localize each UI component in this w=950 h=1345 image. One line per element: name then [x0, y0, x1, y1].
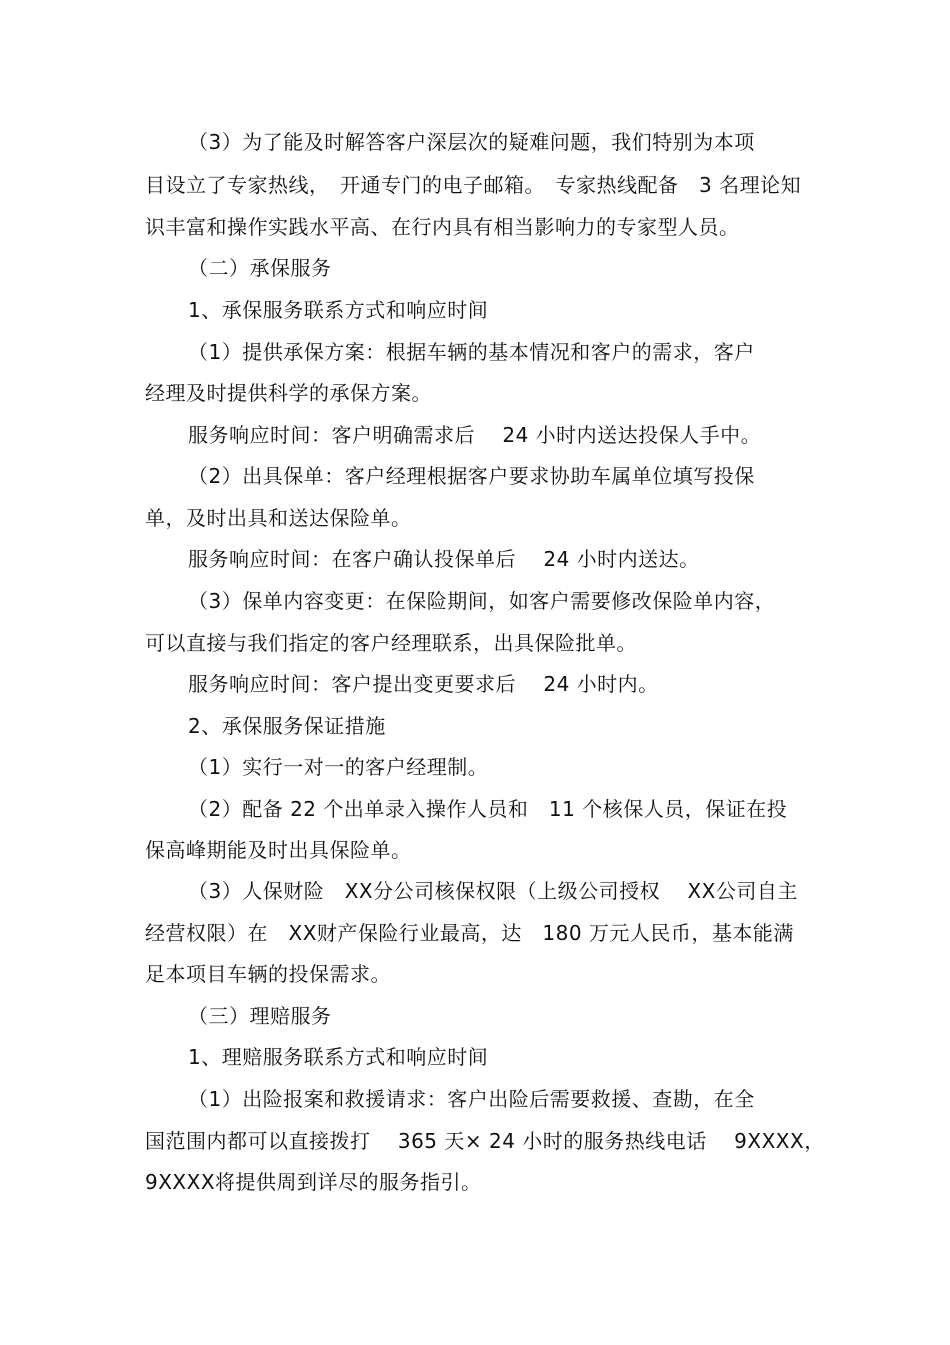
paragraph-line: 识丰富和操作实践水平高、在行内具有相当影响力的专家型人员。 — [145, 215, 740, 239]
section-heading: （三）理赔服务 — [188, 1004, 332, 1028]
subsection-heading: 2、承保服务保证措施 — [188, 714, 386, 738]
subsection-heading: 1、承保服务联系方式和响应时间 — [188, 298, 489, 322]
paragraph-line: 经营权限）在 XX财产保险行业最高，达 180 万元人民币，基本能满 — [145, 921, 794, 945]
paragraph-line: （1）出险报案和救援请求：客户出险后需要救援、查勘，在全 — [188, 1087, 755, 1111]
paragraph-line: 保高峰期能及时出具保险单。 — [145, 838, 412, 862]
paragraph-line: 服务响应时间：客户明确需求后 24 小时内送达投保人手中。 — [188, 423, 762, 447]
paragraph-line: 国范围内都可以直接拨打 365 天× 24 小时的服务热线电话 9XXXX， — [145, 1129, 825, 1153]
paragraph-line: 足本项目车辆的投保需求。 — [145, 962, 391, 986]
paragraph-line: 服务响应时间：客户提出变更要求后 24 小时内。 — [188, 672, 659, 696]
paragraph-line: （1）实行一对一的客户经理制。 — [188, 755, 489, 779]
paragraph-line: 目设立了专家热线， 开通专门的电子邮箱。 专家热线配备 3 名理论知 — [145, 173, 802, 197]
paragraph-line: （2）配备 22 个出单录入操作人员和 11 个核保人员，保证在投 — [188, 797, 788, 821]
paragraph-line: （2）出具保单：客户经理根据客户要求协助车属单位填写投保 — [188, 464, 755, 488]
paragraph-line: （3）保单内容变更：在保险期间，如客户需要修改保险单内容， — [188, 589, 776, 613]
paragraph-line: （1）提供承保方案：根据车辆的基本情况和客户的需求，客户 — [188, 340, 755, 364]
paragraph-line: 可以直接与我们指定的客户经理联系，出具保险批单。 — [145, 631, 637, 655]
paragraph-line: 单，及时出具和送达保险单。 — [145, 506, 412, 530]
section-heading: （二）承保服务 — [188, 256, 332, 280]
subsection-heading: 1、理赔服务联系方式和响应时间 — [188, 1045, 489, 1069]
paragraph-line: （3）人保财险 XX分公司核保权限（上级公司授权 XX公司自主 — [188, 879, 798, 903]
paragraph-line: 经理及时提供科学的承保方案。 — [145, 381, 432, 405]
paragraph-line: 9XXXX将提供周到详尽的服务指引。 — [145, 1170, 482, 1194]
paragraph-line: （3）为了能及时解答客户深层次的疑难问题，我们特别为本项 — [188, 130, 755, 154]
paragraph-line: 服务响应时间：在客户确认投保单后 24 小时内送达。 — [188, 547, 700, 571]
